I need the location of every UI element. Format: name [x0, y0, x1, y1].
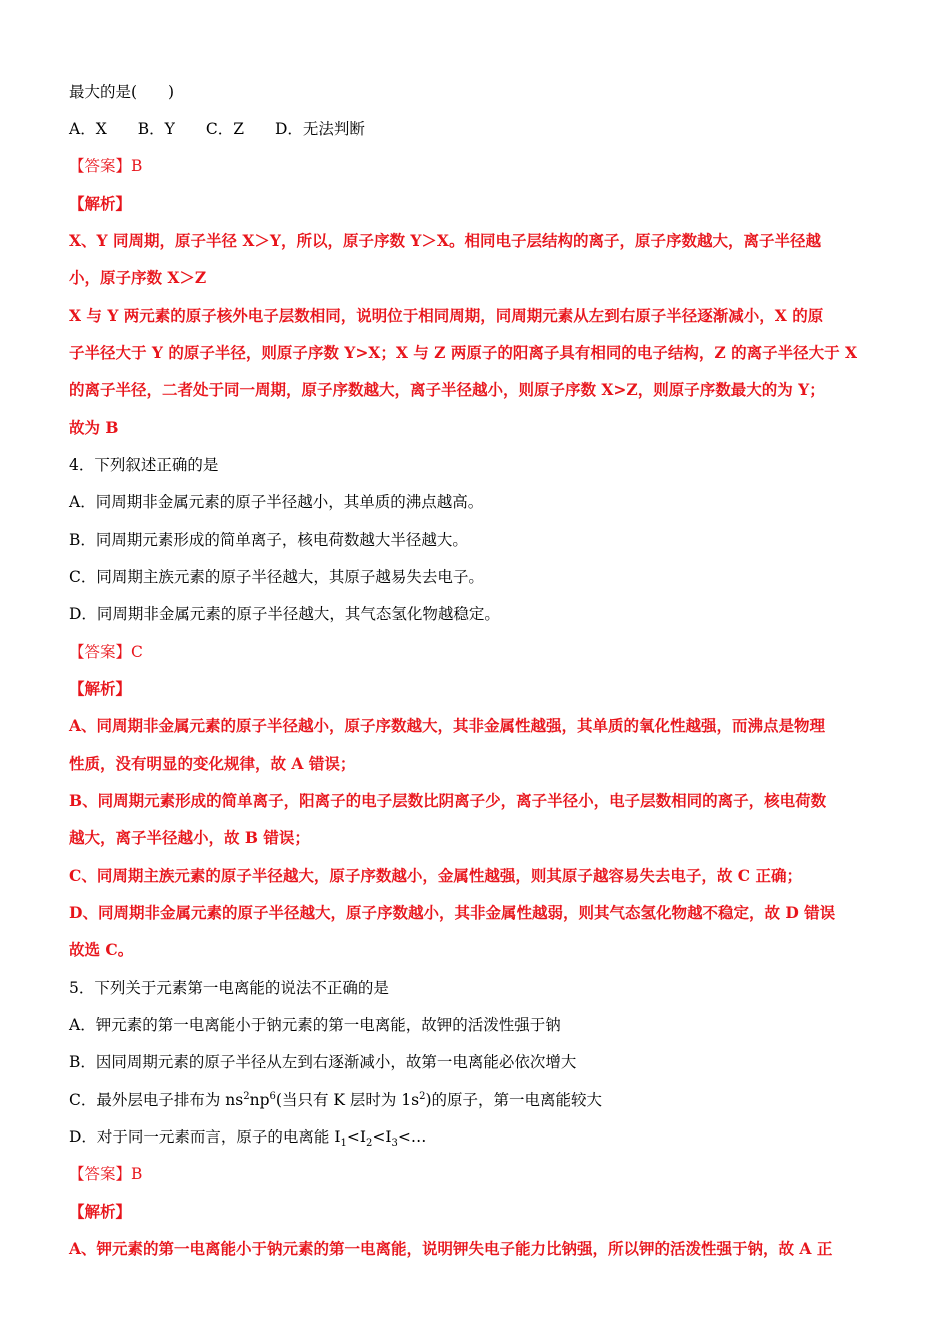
option-d-text: <I — [346, 1128, 366, 1146]
superscript: 6 — [269, 1090, 276, 1102]
question-4-analysis-line: 故选 C。 — [69, 940, 134, 959]
question-4-analysis-line: A、同周期非金属元素的原子半径越小，原子序数越大，其非金属性越强，其单质的氧化性越强，而沸点是物理 — [69, 716, 826, 735]
subscript: 3 — [391, 1138, 398, 1150]
question-3-analysis-label: 【解析】 — [69, 194, 132, 213]
superscript: 2 — [419, 1090, 426, 1102]
question-5-option-c — [69, 1090, 882, 1110]
question-4-option-b: B．同周期元素形成的简单离子，核电荷数越大半径越大。 — [69, 531, 468, 549]
question-3-analysis-line: 子半径大于 Y 的原子半径，则原子序数 Y>X；X 与 Z 两原子的阳离子具有相同的电子结构，Z 的离子半径大于 X — [69, 343, 857, 362]
question-4-analysis-label: 【解析】 — [69, 679, 132, 698]
superscript: 2 — [243, 1090, 250, 1102]
question-3-analysis-line: X、Y 同周期，原子半径 X＞Y，所以，原子序数 Y＞X。相同电子层结构的离子，原子序数越大，离子半径越 — [69, 231, 821, 250]
question-5-stem: 5．下列关于元素第一电离能的说法不正确的是 — [69, 979, 389, 997]
option-c-text: np — [249, 1091, 270, 1109]
option-d-text: D．对于同一元素而言，原子的电离能 I — [69, 1128, 341, 1146]
subscript: 2 — [365, 1138, 373, 1150]
question-5-option-a: A．钾元素的第一电离能小于钠元素的第一电离能，故钾的活泼性强于钠 — [69, 1016, 561, 1034]
option-d-text: <… — [397, 1128, 427, 1146]
question-4-option-a: A．同周期非金属元素的原子半径越小，其单质的沸点越高。 — [69, 493, 484, 511]
question-3-analysis-line: X 与 Y 两元素的原子核外电子层数相同，说明位于相同周期，同周期元素从左到右原子半径逐渐减小，X 的原 — [69, 306, 824, 325]
question-4-analysis-line: C、同周期主族元素的原子半径越大，原子序数越小，金属性越强，则其原子越容易失去电子，故 C 正确； — [69, 866, 802, 885]
question-3-answer: 【答案】B — [69, 157, 143, 175]
option-c-text: )的原子，第一电离能较大 — [425, 1091, 603, 1109]
question-3-analysis-line: 的离子半径，二者处于同一周期，原子序数越大，离子半径越小，则原子序数 X>Z，则原子序数最大的为 Y； — [69, 380, 825, 399]
question-3-stem-tail: 最大的是( ) — [69, 83, 175, 101]
question-3-analysis-line: 故为 B — [69, 418, 119, 437]
question-5-option-b: B．因同周期元素的原子半径从左到右逐渐减小，故第一电离能必依次增大 — [69, 1053, 577, 1071]
question-4-option-d: D．同周期非金属元素的原子半径越大，其气态氢化物越稳定。 — [69, 605, 500, 623]
question-4-analysis-line: D、同周期非金属元素的原子半径越大，原子序数越小，其非金属性越弱，则其气态氢化物越不稳定，故 D 错误 — [69, 903, 836, 922]
question-5-analysis-label: 【解析】 — [69, 1202, 132, 1221]
question-3-analysis-line: 小，原子序数 X＞Z — [69, 268, 207, 287]
question-4-option-c: C．同周期主族元素的原子半径越大，其原子越易失去电子。 — [69, 568, 484, 586]
question-5-analysis-line: A、钾元素的第一电离能小于钠元素的第一电离能，说明钾失电子能力比钠强，所以钾的活泼性强于钠，故 A 正 — [69, 1239, 833, 1258]
option-c-text: C．最外层电子排布为 ns — [69, 1091, 244, 1109]
question-4-analysis-line: 性质，没有明显的变化规律，故 A 错误； — [69, 754, 356, 773]
question-4-stem: 4．下列叙述正确的是 — [69, 456, 219, 474]
question-4-analysis-line: 越大，离子半径越小，故 B 错误； — [69, 828, 310, 847]
question-5-answer: 【答案】B — [69, 1165, 143, 1183]
option-d-text: <I — [372, 1128, 392, 1146]
subscript: 1 — [340, 1138, 347, 1150]
question-4-answer: 【答案】C — [69, 643, 143, 661]
question-4-analysis-line: B、同周期元素形成的简单离子，阳离子的电子层数比阴离子少，离子半径小，电子层数相同的离子，核电荷数 — [69, 791, 827, 810]
option-c-text: (当只有 K 层时为 1s — [275, 1091, 420, 1109]
question-3-options: A．X B．Y C．Z D．无法判断 — [69, 120, 365, 138]
question-5-option-d — [69, 1127, 882, 1150]
